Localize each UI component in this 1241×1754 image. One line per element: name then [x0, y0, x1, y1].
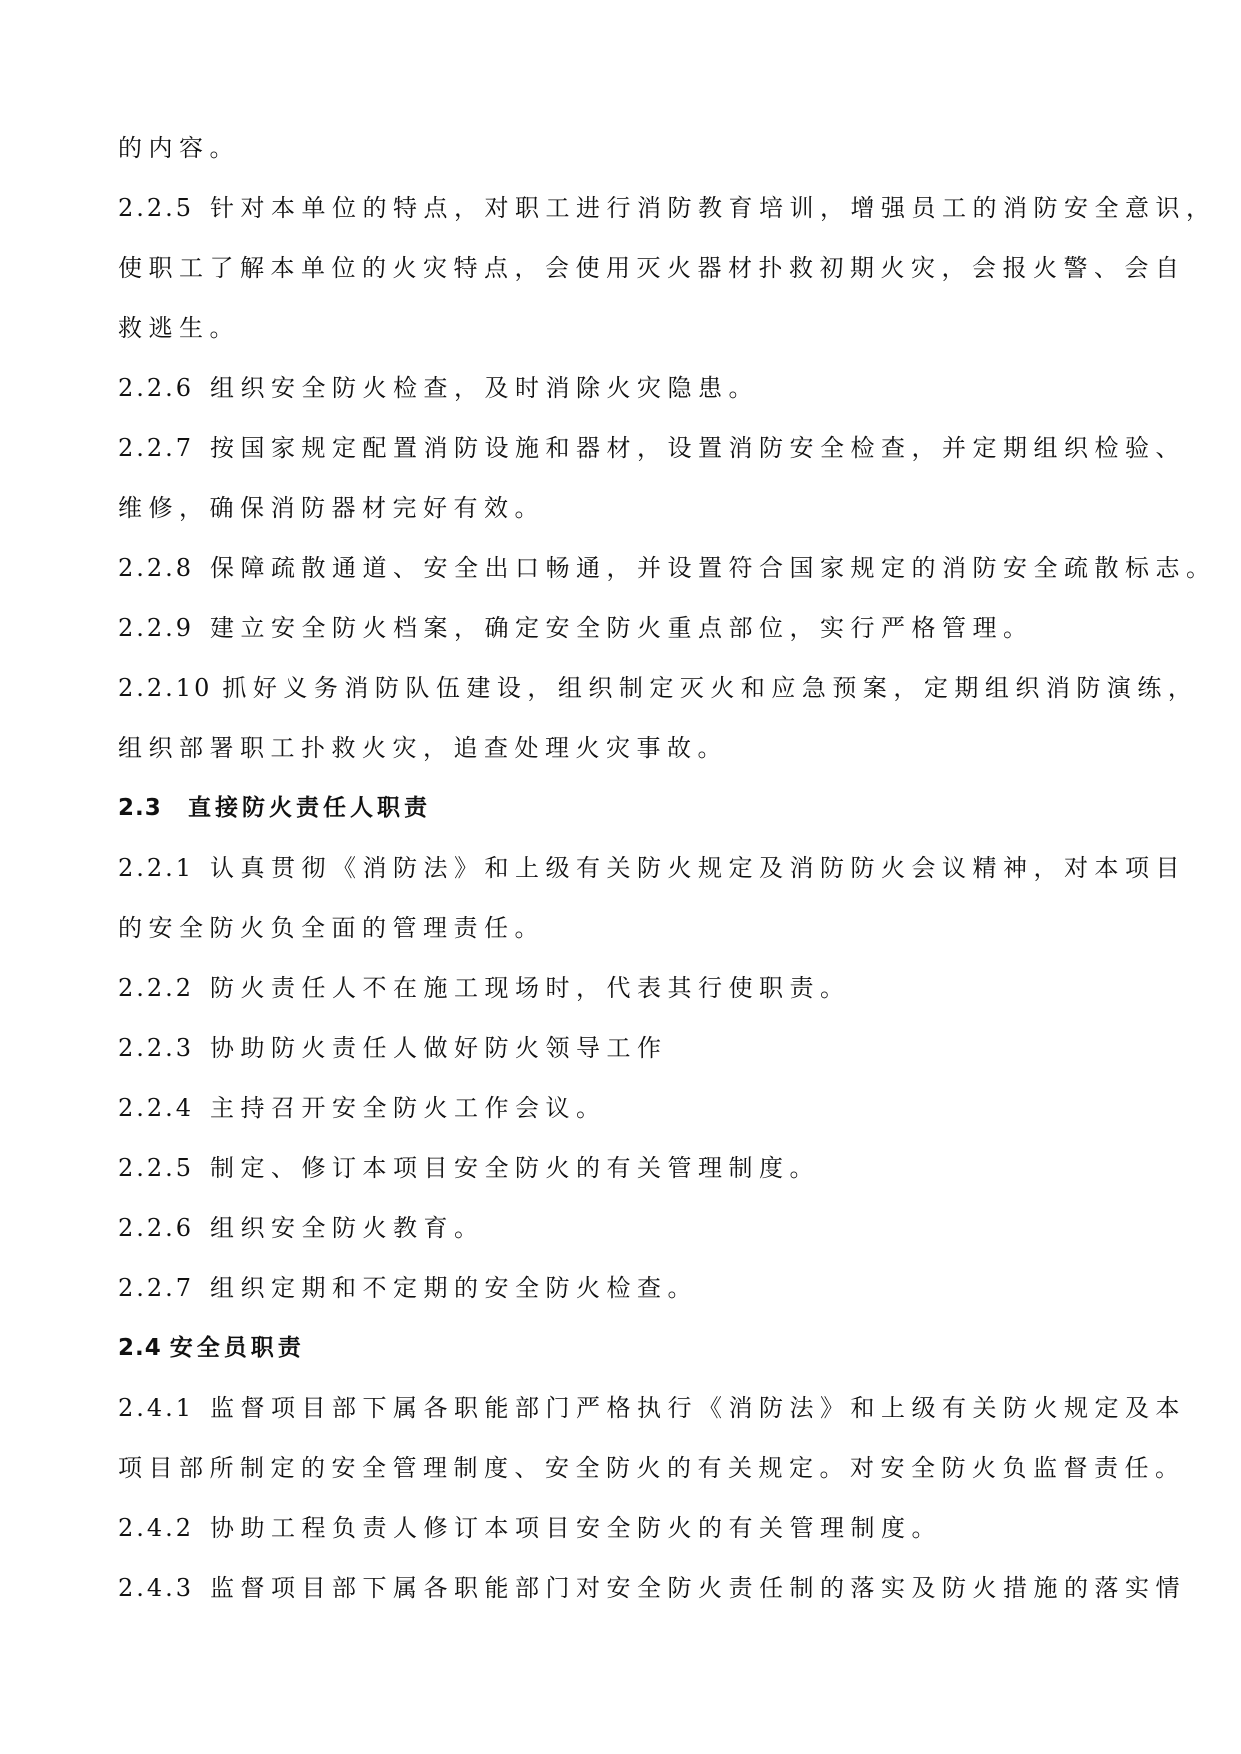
line-text: 组织定期和不定期的安全防火检查。	[210, 1274, 698, 1302]
clause-number: 2.2.10	[118, 674, 213, 702]
paragraph-line	[118, 478, 545, 538]
paragraph-line	[118, 898, 545, 958]
paragraph-line	[118, 118, 240, 178]
paragraph-line	[118, 1438, 1186, 1498]
line-text: 按国家规定配置消防设施和器材，设置消防安全检查，并定期组织检验、	[210, 434, 1186, 462]
paragraph-line	[118, 178, 1217, 238]
paragraph-line	[118, 1378, 1186, 1438]
paragraph-line	[118, 718, 728, 778]
paragraph-line	[118, 1138, 820, 1198]
clause-number: 2.2.4	[118, 1094, 195, 1122]
line-text: 主持召开安全防火工作会议。	[210, 1094, 607, 1122]
paragraph-line	[118, 838, 1186, 898]
line-text: 维修，确保消防器材完好有效。	[118, 494, 545, 522]
paragraph-line	[118, 598, 1034, 658]
line-text: 的内容。	[118, 134, 240, 162]
paragraph-line	[118, 538, 1217, 598]
line-text: 针对本单位的特点，对职工进行消防教育培训，增强员工的消防安全意识，	[210, 194, 1217, 222]
line-text: 监督项目部下属各职能部门严格执行《消防法》和上级有关防火规定及本	[210, 1394, 1186, 1422]
section-title: 安全员职责	[169, 1335, 305, 1361]
clause-number: 2.2.8	[118, 554, 195, 582]
line-text: 认真贯彻《消防法》和上级有关防火规定及消防防火会议精神，对本项目	[210, 854, 1186, 882]
line-text: 防火责任人不在施工现场时，代表其行使职责。	[210, 974, 851, 1002]
clause-number: 2.2.6	[118, 374, 195, 402]
paragraph-line	[118, 958, 851, 1018]
section-heading	[118, 778, 431, 838]
section-title: 直接防火责任人职责	[188, 795, 431, 821]
paragraph-line	[118, 358, 759, 418]
line-text: 使职工了解本单位的火灾特点，会使用灭火器材扑救初期火灾，会报火警、会自	[118, 254, 1186, 282]
clause-number: 2.2.7	[118, 1274, 195, 1302]
clause-number: 2.2.6	[118, 1214, 195, 1242]
line-text: 的安全防火负全面的管理责任。	[118, 914, 545, 942]
clause-number: 2.4.3	[118, 1574, 195, 1602]
paragraph-line	[118, 1498, 942, 1558]
clause-number: 2.4.2	[118, 1514, 195, 1542]
section-number: 2.4	[118, 1335, 162, 1361]
line-text: 抓好义务消防队伍建设，组织制定灭火和应急预案，定期组织消防演练，	[222, 674, 1199, 702]
clause-number: 2.2.9	[118, 614, 195, 642]
paragraph-line	[118, 418, 1186, 478]
line-text: 协助防火责任人做好防火领导工作	[210, 1034, 668, 1062]
section-number: 2.3	[118, 795, 162, 821]
line-text: 组织安全防火检查，及时消除火灾隐患。	[210, 374, 759, 402]
paragraph-line	[118, 298, 240, 358]
line-text: 组织部署职工扑救火灾，追查处理火灾事故。	[118, 734, 728, 762]
paragraph-line	[118, 1018, 668, 1078]
clause-number: 2.2.7	[118, 434, 195, 462]
clause-number: 2.2.5	[118, 194, 195, 222]
paragraph-line	[118, 1078, 607, 1138]
line-text: 组织安全防火教育。	[210, 1214, 485, 1242]
line-text: 监督项目部下属各职能部门对安全防火责任制的落实及防火措施的落实情	[210, 1574, 1186, 1602]
line-text: 救逃生。	[118, 314, 240, 342]
clause-number: 2.2.3	[118, 1034, 195, 1062]
line-text: 制定、修订本项目安全防火的有关管理制度。	[210, 1154, 820, 1182]
line-text: 保障疏散通道、安全出口畅通，并设置符合国家规定的消防安全疏散标志。	[210, 554, 1217, 582]
paragraph-line	[118, 1258, 698, 1318]
clause-number: 2.2.1	[118, 854, 195, 882]
line-text: 建立安全防火档案，确定安全防火重点部位，实行严格管理。	[210, 614, 1034, 642]
paragraph-line	[118, 1198, 485, 1258]
line-text: 协助工程负责人修订本项目安全防火的有关管理制度。	[210, 1514, 942, 1542]
line-text: 项目部所制定的安全管理制度、安全防火的有关规定。对安全防火负监督责任。	[118, 1454, 1186, 1482]
clause-number: 2.2.5	[118, 1154, 195, 1182]
paragraph-line	[118, 658, 1198, 718]
clause-number: 2.2.2	[118, 974, 195, 1002]
clause-number: 2.4.1	[118, 1394, 195, 1422]
section-heading	[118, 1318, 305, 1378]
paragraph-line	[118, 238, 1186, 298]
paragraph-line	[118, 1558, 1186, 1618]
